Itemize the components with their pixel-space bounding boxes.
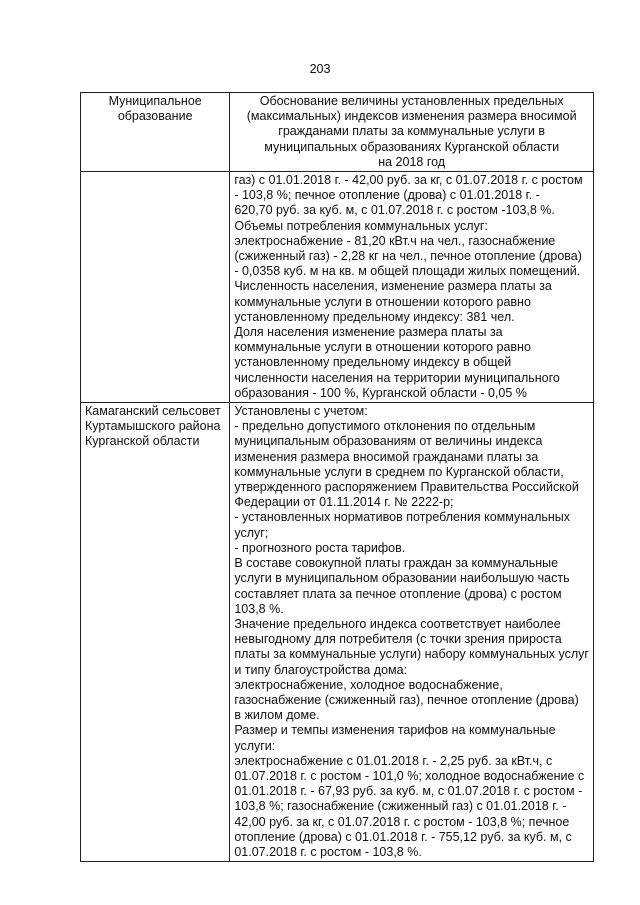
text-line: электроснабжение - 81,20 кВт.ч на чел., газоснабжение [234,233,556,248]
text-line: (максимальных) индексов изменения размера вносимой [246,109,577,124]
text-line: 01.01.2018 г. - 67,93 руб. за куб. м, с 01.07.2018 г. с ростом - [234,784,583,799]
table-header-row [81,93,594,172]
text-line: установленному предельному индексу в общей [234,355,512,370]
text-line: Установлены с учетом: [234,404,368,419]
text-line: коммунальные услуги в среднем по Курганской области, [234,464,564,479]
text-line: Курганской области [85,434,200,449]
text-line: - установленных нормативов потребления коммунальных [234,510,571,525]
text-line: муниципальным образованиям от величины индекса [234,434,543,449]
text-line: - 0,0358 куб. м на кв. м общей площади жилых помещений. [234,264,581,279]
header-municipality [81,93,230,172]
row2-municipality [81,403,230,862]
text-line: Куртамышского района [85,419,221,434]
text-line: - прогнозного роста тарифов. [234,540,406,555]
page-number: 203 [309,62,331,76]
text-line: составляет плата за печное отопление (дрова) с ростом [234,586,562,601]
row1-municipality [81,172,230,403]
text-line: отопление (дрова) с 01.01.2018 г. - 755,12 руб. за куб. м, с [234,829,572,844]
text-line: Значение предельного индекса соответствует наиболее [234,616,561,631]
text-line: Численность населения, изменение размера платы за [234,279,552,294]
text-line: - 103,8 %; печное отопление (дрова) с 01.01.2018 г. - [234,188,540,203]
text-line: электроснабжение с 01.01.2018 г. - 2,25 руб. за кВт.ч, с [234,753,553,768]
text-line: газоснабжение (сжиженный газ), печное отопление (дрова) [234,692,579,707]
row2-justification [230,403,594,862]
row1-justification [230,172,594,403]
text-line: 620,70 руб. за куб. м, с 01.07.2018 г. с ростом -103,8 %. [234,203,555,218]
text-line: утвержденного распоряжением Правительства Российской [234,480,579,495]
text-line: услуг; [234,525,269,540]
text-line: Обоснование величины установленных предельных [259,94,564,108]
header-justification [230,93,594,172]
text-line: на 2018 год [378,154,446,169]
text-line: 01.07.2018 г. с ростом - 101,0 %; холодное водоснабжение с [234,768,585,783]
text-line: В составе совокупной платы граждан за коммунальные [234,556,559,571]
text-line: услуги: [234,738,276,753]
text-line: и типу благоустройства дома: [234,662,408,677]
text-line: образования - 100 %, Курганской области - 0,05 % [234,385,527,400]
text-line: в жилом доме. [234,708,320,723]
text-line: Камаганский сельсовет [85,404,221,419]
text-line: коммунальные услуги в отношении которого равно [234,340,531,355]
text-line: Федерации от 01.11.2014 г. № 2222-р; [234,495,454,510]
text-line: услуги в муниципальном образовании наибольшую часть [234,571,570,586]
text-line: Муниципальное [108,94,202,108]
text-line: установленному предельному индексу: 381 чел. [234,309,515,324]
text-line: численности населения на территории муниципального [234,370,560,385]
text-line: коммунальные услуги в отношении которого равно [234,294,531,309]
text-line: образование [117,109,193,124]
text-line: платы за коммунальные услуги) набору коммунальных услуг [234,647,589,662]
text-line: муниципальных образованиях Курганской области [264,139,560,154]
text-line: 103,8 %. [234,601,284,616]
text-line: 103,8 %; газоснабжение (сжиженный газ) с 01.01.2018 г. - [234,799,567,814]
text-line: электроснабжение, холодное водоснабжение, [234,677,503,692]
text-line: Объемы потребления коммунальных услуг: [234,218,488,233]
table-row [81,172,594,403]
text-line: Доля населения изменение размера платы за [234,325,503,340]
table-row [81,403,594,862]
text-line: - предельно допустимого отклонения по отдельным [234,419,536,434]
text-line: 01.07.2018 г. с ростом - 103,8 %. [234,844,422,859]
tariff-table [80,92,594,862]
text-line: газ) с 01.01.2018 г. - 42,00 руб. за кг, с 01.07.2018 г. с ростом [234,173,583,188]
text-line: Размер и темпы изменения тарифов на коммунальные [234,723,556,738]
text-line: (сжиженный газ) - 2,28 кг на чел., печное отопление (дрова) [234,249,582,264]
text-line: 42,00 руб. за кг, с 01.07.2018 г. с ростом - 103,8 %; печное [234,814,570,829]
text-line: изменения размера вносимой гражданами платы за [234,449,539,464]
text-line: невыгодному для потребителя (с точки зрения прироста [234,632,562,647]
text-line: гражданами платы за коммунальные услуги в [278,124,546,139]
